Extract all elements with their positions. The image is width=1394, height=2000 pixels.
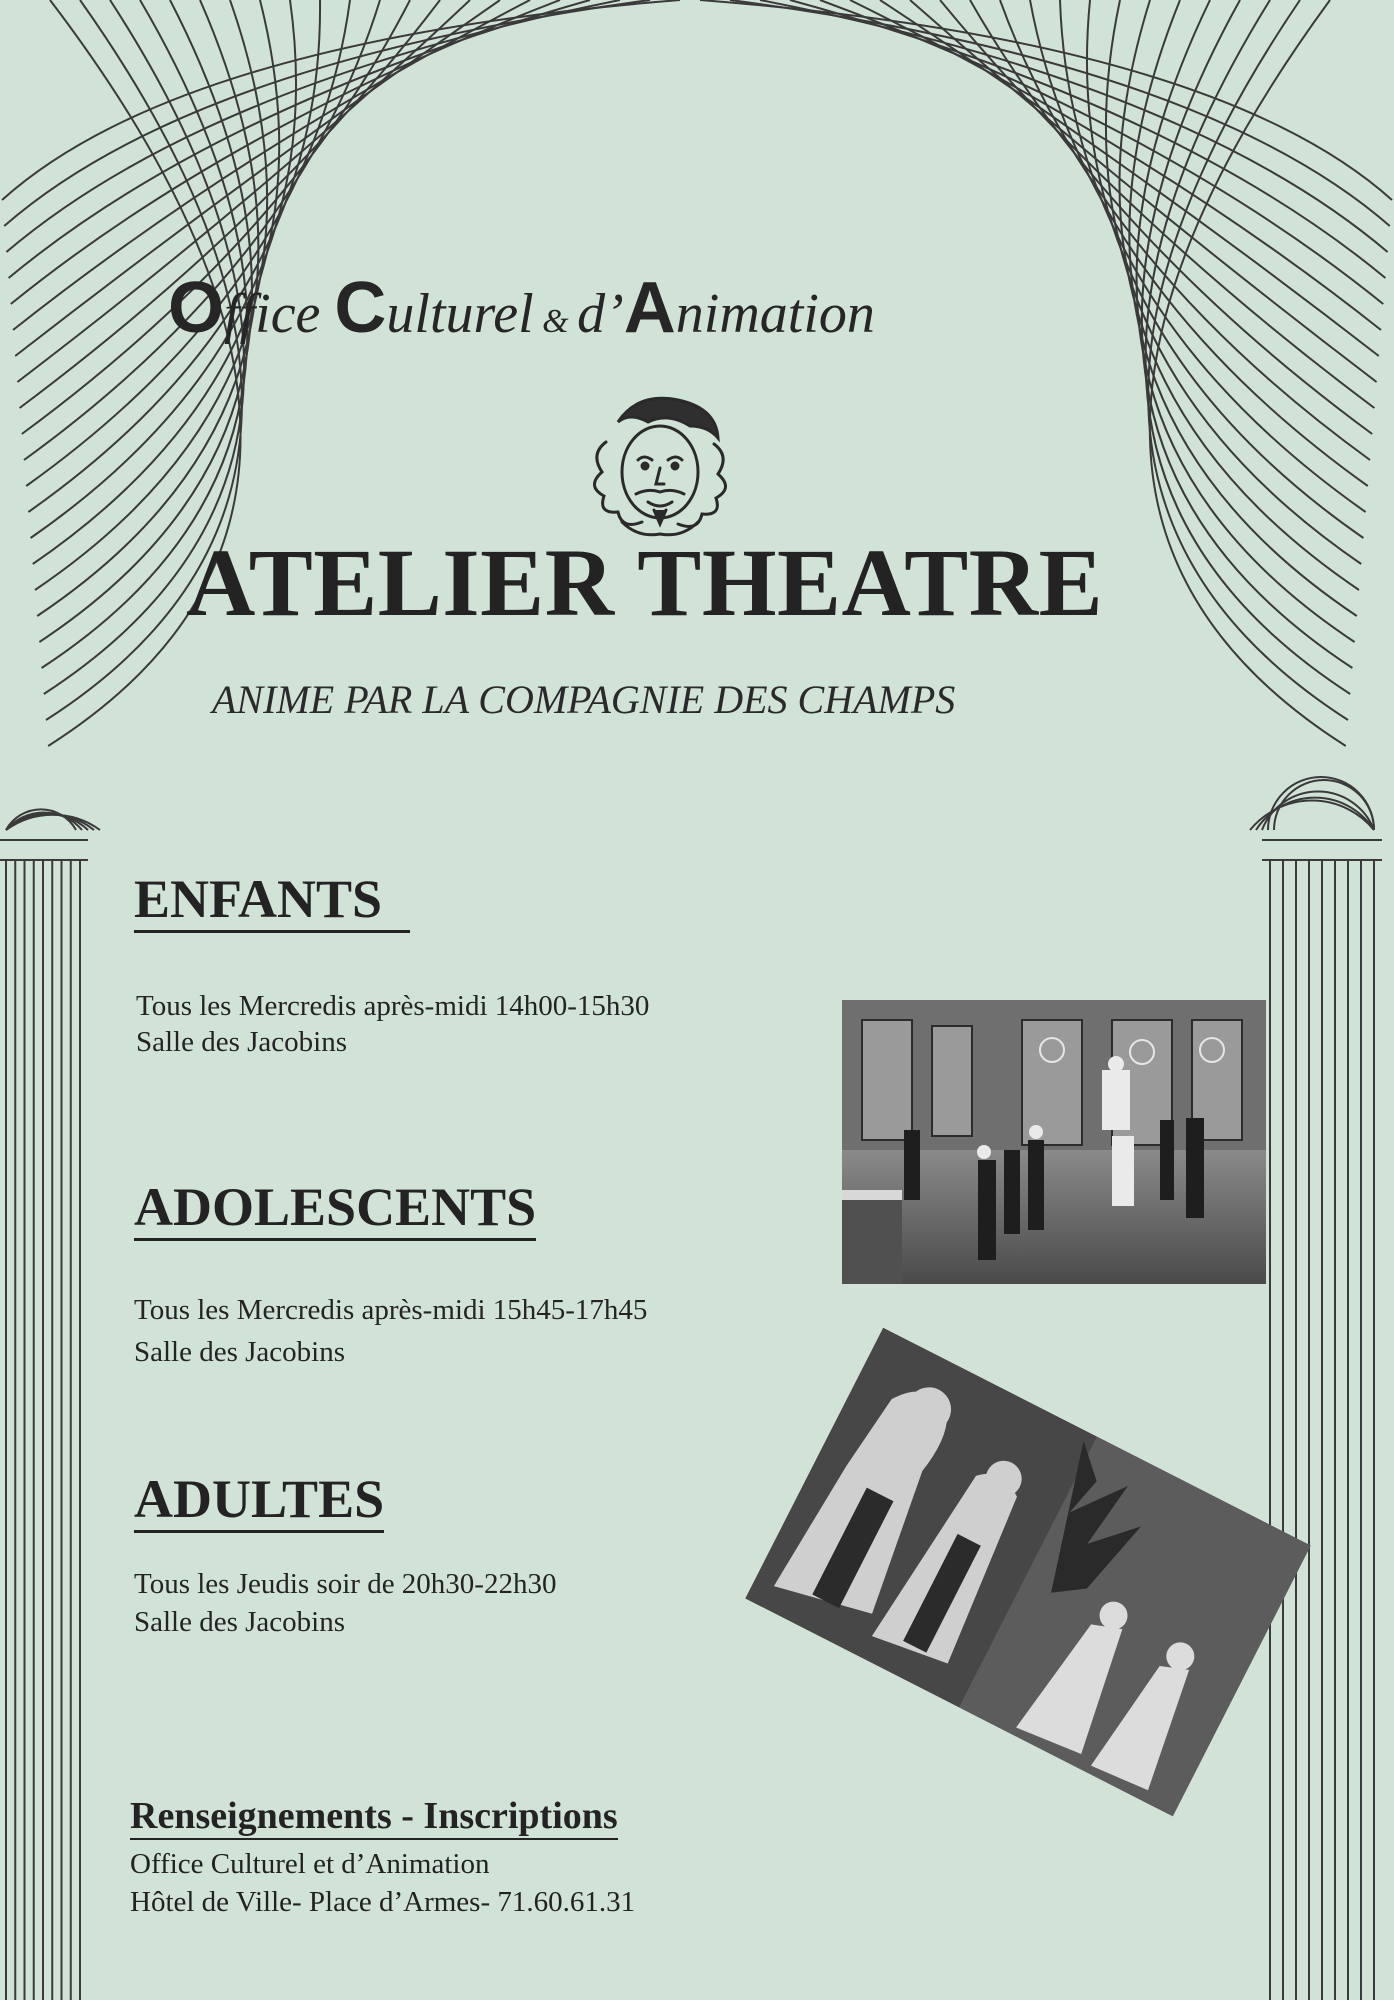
subtitle: ANIME PAR LA COMPAGNIE DES CHAMPS bbox=[212, 677, 956, 722]
right-drape-fold bbox=[850, 0, 1381, 330]
enfants-venue: Salle des Jacobins bbox=[136, 1026, 348, 1058]
left-drape-fold bbox=[22, 0, 410, 434]
title-word-culturel: ulturel bbox=[386, 283, 534, 345]
title-word-d: d’ bbox=[577, 283, 624, 345]
title-letter-a: A bbox=[623, 268, 676, 348]
adultes-venue: Salle des Jacobins bbox=[134, 1606, 346, 1638]
right-column-capital bbox=[1268, 777, 1374, 830]
info-heading: Renseignements - Inscriptions bbox=[130, 1794, 618, 1840]
title-word-animation: nimation bbox=[675, 283, 875, 345]
adolescents-schedule: Tous les Mercredis après-midi 15h45-17h45 bbox=[134, 1294, 648, 1326]
heading-adolescents: ADOLESCENTS bbox=[134, 1176, 536, 1241]
adultes-schedule: Tous les Jeudis soir de 20h30-22h30 bbox=[134, 1568, 557, 1600]
right-drape-fold bbox=[760, 0, 1388, 252]
stage-photo bbox=[842, 1000, 1266, 1284]
right-drape-fold bbox=[1119, 0, 1359, 590]
right-drape-fold bbox=[910, 0, 1377, 382]
adolescents-venue: Salle des Jacobins bbox=[134, 1336, 346, 1368]
left-column bbox=[0, 809, 100, 2000]
title-ampersand: & bbox=[533, 303, 578, 340]
heading-enfants: ENFANTS bbox=[134, 868, 410, 933]
title-letter-c: C bbox=[334, 268, 387, 348]
info-address-phone: Hôtel de Ville- Place d’Armes- 71.60.61.31 bbox=[130, 1886, 636, 1918]
left-drape-fold bbox=[9, 0, 590, 278]
info-organisation: Office Culturel et d’Animation bbox=[130, 1848, 490, 1880]
enfants-schedule: Tous les Mercredis après-midi 14h00-15h30 bbox=[136, 990, 650, 1022]
right-drape-fold bbox=[700, 0, 1392, 200]
title-word-office: ffice bbox=[224, 283, 335, 345]
heading-adultes: ADULTES bbox=[134, 1468, 384, 1533]
main-title: ATELIER THEATRE bbox=[186, 529, 1104, 636]
left-drape-fold bbox=[6, 0, 620, 252]
right-column bbox=[1250, 777, 1382, 2000]
musketeer-mask-logo bbox=[578, 382, 742, 542]
organisation-title bbox=[168, 268, 875, 362]
title-letter-o: O bbox=[168, 268, 225, 348]
